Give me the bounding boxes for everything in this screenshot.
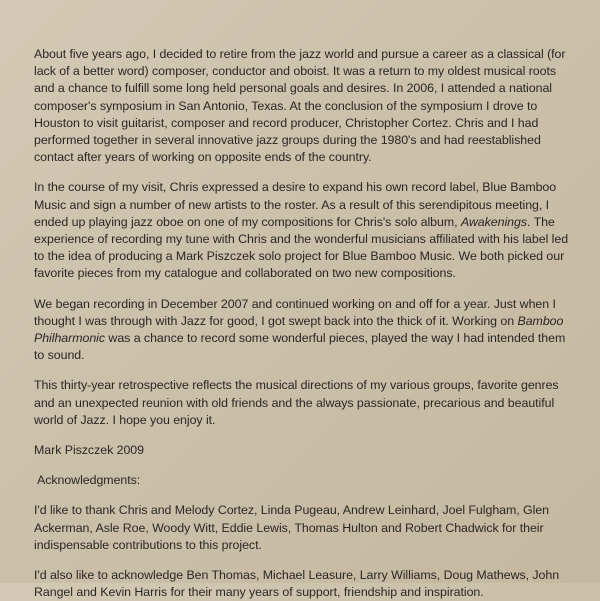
paragraph-visit-text-end: . The experience of recording my tune with Chris and the wonderful musicians affiliated with his label led to the idea of producing a Mark Piszczek solo project for Blue Bamboo Music. We both picked our favorite pieces from my catalogue and collaborated on two new compositions.: [34, 214, 569, 281]
album-title-awakenings: Awakenings: [460, 214, 528, 229]
signature: Mark Piszczek 2009: [34, 443, 144, 458]
paragraph-intro: About five years ago, I decided to retire from the jazz world and pursue a career as a classical (for lack of a better word) composer, conductor and oboist. It was a return to my oldest musical roots and a chance to fulfill some long held personal goals and desires. In 2006, I attended a national composer's symposium in San Antonio, Texas. At the conclusion of the symposium I drove to Houston to visit guitarist, composer and record producer, Christopher Cortez. Chris and I had performed together in several innovative jazz groups during the 1980's and had reestablished contact after years of working on opposite ends of the country.: [34, 47, 566, 165]
album-title-bamboo-philharmonic: Bamboo Philharmonic: [34, 313, 564, 346]
acknowledgments-support: I'd also like to acknowledge Ben Thomas, Michael Leasure, Larry Williams, Doug Mathews, John Rangel and Kevin Harris for their many years of support, friendship and inspiration.: [34, 568, 560, 600]
paragraph-recording: [34, 296, 572, 365]
paragraph-visit: [34, 179, 572, 282]
paragraph-visit-text-start: In the course of my visit, Chris expressed a desire to expand his own record label, Blue Bamboo Music and sign a number of new artists to the roster. As a result of this serendipitous meeting, I ended up playing jazz oboe on one of my compositions for Chris's solo album,: [34, 180, 557, 229]
paragraph-recording-text-end: was a chance to record some wonderful pieces, played the way I had intended them to sound.: [34, 331, 566, 363]
paragraph-recording-text-start: We began recording in December 2007 and continued working on and off for a year. Just when I thought I was through with Jazz for good, I got swept back into the thick of it. Working on: [34, 296, 556, 328]
acknowledgments-thanks: I'd like to thank Chris and Melody Cortez, Linda Pugeau, Andrew Leinhard, Joel Fulgham, Glen Ackerman, Asle Roe, Woody Witt, Eddie Lewis, Thomas Hulton and Robert Chadwick for their indispensable contributions to this project.: [34, 503, 550, 552]
acknowledgments-heading: Acknowledgments:: [37, 473, 141, 488]
paragraph-retrospective: This thirty-year retrospective reflects the musical directions of my various groups, favorite genres and an unexpected reunion with old friends and the always passionate, precarious and beautiful world of Jazz. I hope you enjoy it.: [34, 378, 559, 427]
